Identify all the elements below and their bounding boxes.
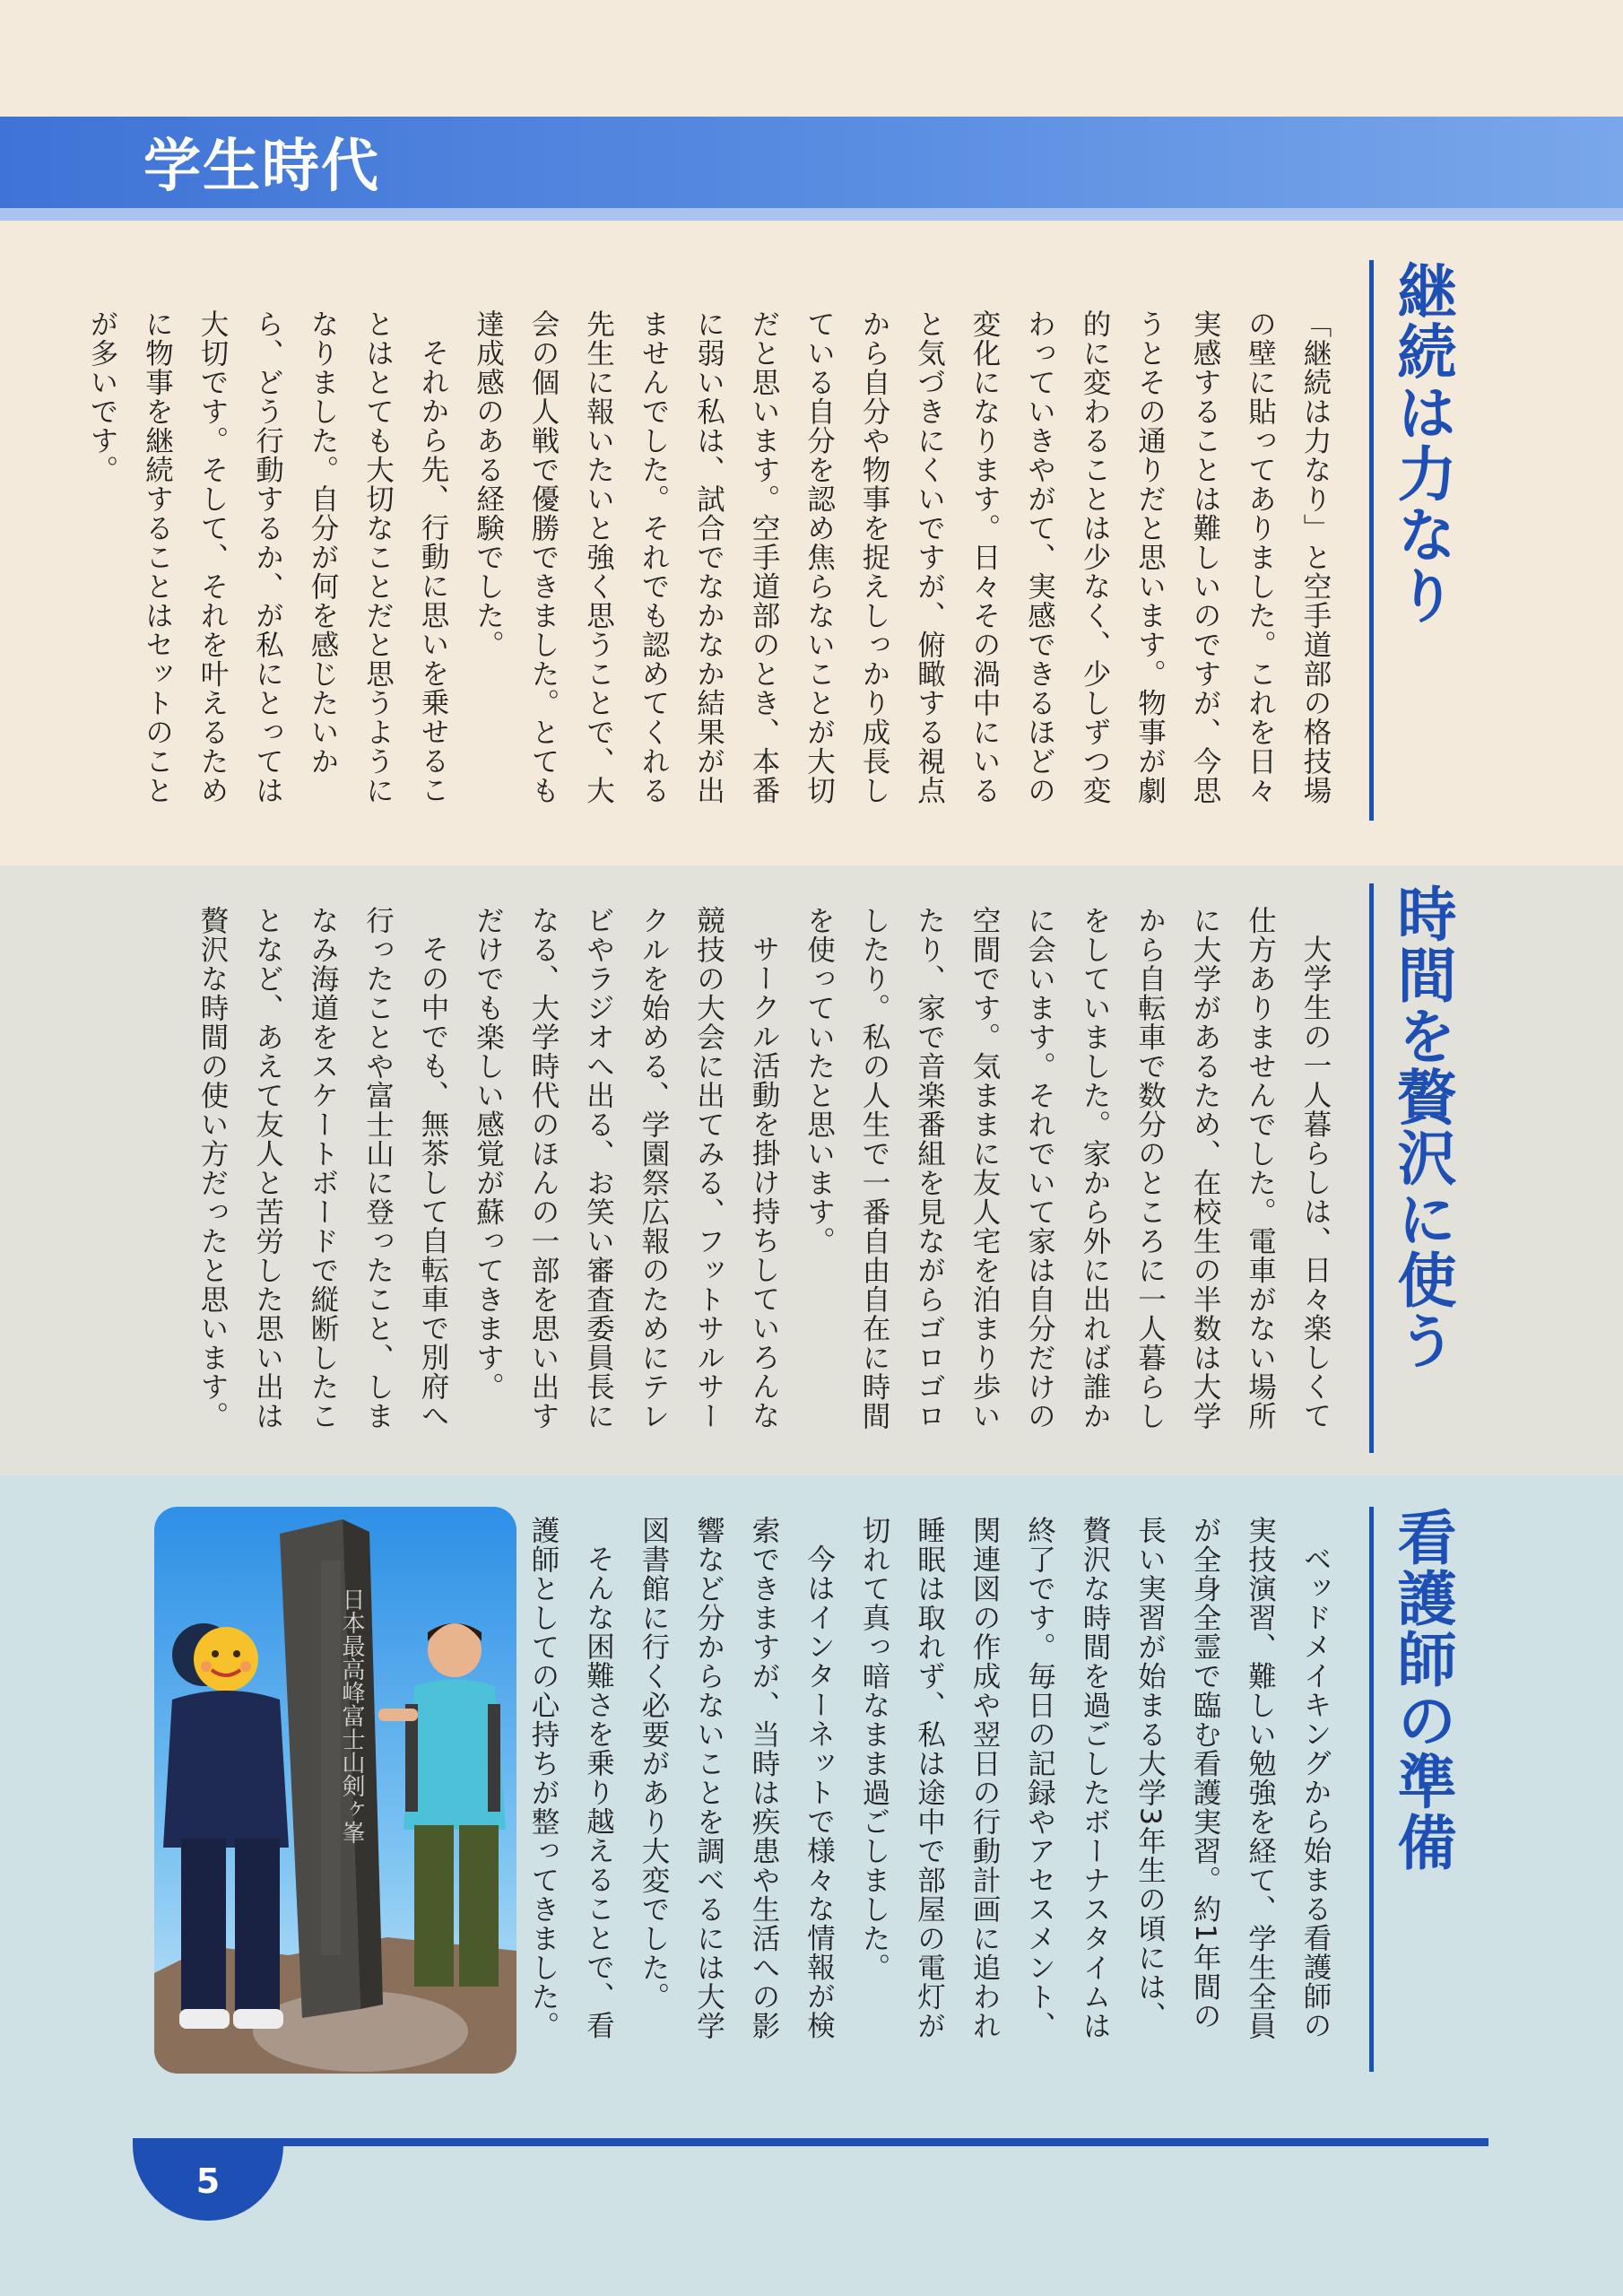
section-body-nurse-prep (446, 1516, 1342, 2054)
section-heading-perseverance: 継続は力なり (1387, 260, 1456, 626)
section-heading-nurse-prep: 看護師の準備 (1387, 1507, 1456, 1873)
page-number: 5 (133, 2138, 283, 2221)
monument-inscription: 日本最高峰富士山剣ヶ峯 (338, 1587, 365, 1844)
section-heading-luxury-time: 時間を贅沢に使う (1387, 883, 1456, 1371)
section-divider-line (1369, 260, 1374, 821)
paragraph: 「継続は力なり」と空手道部の格技場の壁に貼ってありました。これを日々実感することは難しいのですが、今思うとその通りだと思います。物事が劇的に変わることは少なく、少しずつ変わっていきやがて、実感できるほどの変化になります。日々その渦中にいると気づきにくいですが、俯瞰する視点から自分や物事を捉えしっかり成長している自分を認め焦らないことが大切だと思います。空手道部のとき、本番に弱い私は、試合でなかなか結果が出ませんでした。それでも認めてくれる先生に報いたいと強く思うことで、大会の個人戦で優勝できました。とても達成感のある経験でした。 (472, 309, 1332, 805)
paragraph: それから先、行動に思いを乗せることはとても大切なことだと思うようになりました。自分が何を感じたいから、どう行動するか、が私にとっては大切です。そして、それを叶えるために物事を継続することはセットのことが多いです。 (86, 309, 449, 805)
section-body-perseverance (86, 309, 1342, 825)
paragraph: 大学生の一人暮らしは、日々楽しくて仕方ありませんでした。電車がない場所に大学があるため、在校生の半数は大学から自転車で数分のところに一人暮らしをしていました。家から外に出れば誰かに会います。それでいて家は自分だけの空間です。気ままに友人宅を泊まり歩いたり、家で音楽番組を見ながらゴロゴロしたり。私の人生で一番自由自在に時間を使っていたと思います。 (803, 906, 1332, 1431)
section-divider-line (1369, 883, 1374, 1453)
paragraph: 今はインターネットで様々な情報が検索できますが、当時は疾患や生活への影響など分からないことを調べるには大学図書館に行く必要があり大変でした。 (638, 1516, 836, 2040)
chapter-title: 学生時代 (143, 134, 380, 200)
footer-rule (135, 2138, 1488, 2146)
section-body-luxury-time (186, 906, 1342, 1457)
paragraph: その中でも、無茶して自転車で別府へ行ったことや富士山に登ったこと、しまなみ海道をスケートボードで縦断したことなど、あえて友人と苦労した思い出は贅沢な時間の使い方だったと思います。 (196, 906, 449, 1431)
summit-photo-illustration (154, 1507, 516, 2074)
mount-fuji-summit-photo (154, 1507, 516, 2074)
paragraph: そんな困難さを乗り越えることで、看護師としての心持ちが整ってきました。 (527, 1516, 615, 2040)
paragraph: ベッドメイキングから始まる看護師の実技演習、難しい勉強を経て、学生全員が全身全霊で臨む看護実習。約1年間の長い実習が始まる大学3年生の頃には、贅沢な時間を過ごしたボーナスタイムは終了です。毎日の記録やアセスメント、関連図の作成や翌日の行動計画に追われ睡眠は取れず、私は途中で部屋の電灯が切れて真っ暗なまま過ごしました。 (858, 1516, 1332, 2040)
paragraph: サークル活動を掛け持ちしていろんな競技の大会に出てみる、フットサルサークルを始める、学園祭広報のためにテレビやラジオへ出る、お笑い審査委員長になる、大学時代のほんの一部を思い出すだけでも楽しい感覚が蘇ってきます。 (472, 906, 780, 1431)
section-divider-line (1369, 1507, 1374, 2072)
